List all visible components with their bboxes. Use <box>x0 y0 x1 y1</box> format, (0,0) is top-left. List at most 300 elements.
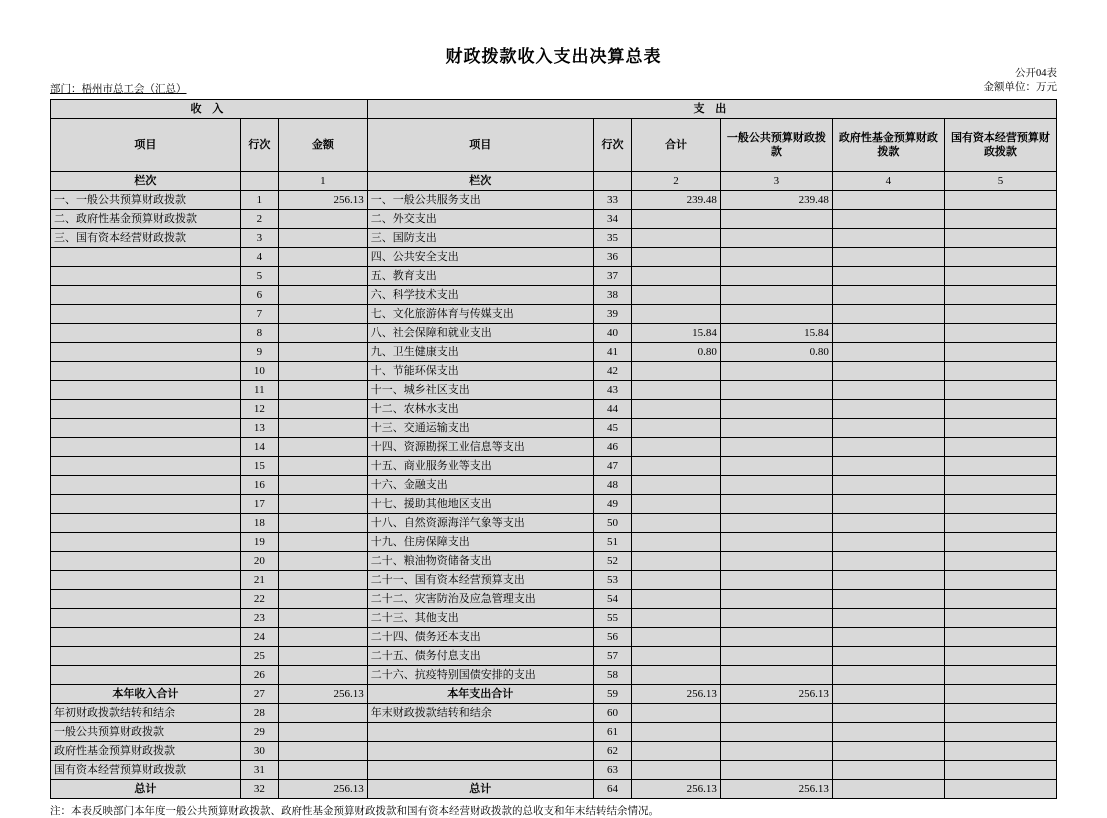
cell-expenditure-total: 0.80 <box>632 343 721 362</box>
cell-expenditure-line: 55 <box>593 609 631 628</box>
cell-income-line: 15 <box>240 457 278 476</box>
cell-expenditure-line: 49 <box>593 495 631 514</box>
cell-income-amount <box>279 286 368 305</box>
column-number-3: 3 <box>720 172 832 191</box>
cell-expenditure-item: 十三、交通运输支出 <box>367 419 593 438</box>
cell-income-line: 12 <box>240 400 278 419</box>
cell-state-capital-budget <box>944 609 1056 628</box>
cell-general-public-budget <box>720 229 832 248</box>
cell-state-capital-budget <box>944 191 1056 210</box>
cell-state-capital-budget <box>944 248 1056 267</box>
cell-expenditure-item <box>367 761 593 780</box>
column-number-2: 2 <box>632 172 721 191</box>
table-row <box>51 552 1057 571</box>
cell-income-amount <box>279 457 368 476</box>
cell-income-amount <box>279 533 368 552</box>
cell-state-capital-budget <box>944 780 1056 799</box>
cell-expenditure-item: 二十二、灾害防治及应急管理支出 <box>367 590 593 609</box>
cell-income-item: 国有资本经营预算财政拨款 <box>51 761 241 780</box>
cell-income-amount: 256.13 <box>279 191 368 210</box>
cell-income-line: 32 <box>240 780 278 799</box>
cell-expenditure-total <box>632 362 721 381</box>
cell-state-capital-budget <box>944 362 1056 381</box>
cell-general-public-budget <box>720 267 832 286</box>
cell-government-fund-budget <box>832 723 944 742</box>
cell-state-capital-budget <box>944 419 1056 438</box>
cell-income-item: 年初财政拨款结转和结余 <box>51 704 241 723</box>
cell-expenditure-line: 61 <box>593 723 631 742</box>
cell-income-amount <box>279 476 368 495</box>
cell-income-amount <box>279 305 368 324</box>
cell-state-capital-budget <box>944 457 1056 476</box>
cell-government-fund-budget <box>832 742 944 761</box>
cell-state-capital-budget <box>944 742 1056 761</box>
cell-expenditure-item: 二、外交支出 <box>367 210 593 229</box>
cell-expenditure-item: 二十四、债务还本支出 <box>367 628 593 647</box>
cell-government-fund-budget <box>832 780 944 799</box>
cell-expenditure-line: 50 <box>593 514 631 533</box>
column-number-expenditure-line <box>593 172 631 191</box>
cell-expenditure-line: 38 <box>593 286 631 305</box>
cell-income-item: 本年收入合计 <box>51 685 241 704</box>
table-column-header-row <box>51 119 1057 172</box>
column-label-expenditure: 栏次 <box>367 172 593 191</box>
cell-income-amount <box>279 571 368 590</box>
cell-income-item <box>51 267 241 286</box>
cell-income-amount <box>279 723 368 742</box>
header-income-line: 行次 <box>240 119 278 172</box>
cell-income-line: 1 <box>240 191 278 210</box>
cell-expenditure-item <box>367 742 593 761</box>
cell-government-fund-budget <box>832 229 944 248</box>
cell-expenditure-total <box>632 457 721 476</box>
cell-government-fund-budget <box>832 647 944 666</box>
table-row <box>51 742 1057 761</box>
cell-state-capital-budget <box>944 495 1056 514</box>
cell-income-line: 5 <box>240 267 278 286</box>
cell-general-public-budget <box>720 210 832 229</box>
group-header-expenditure: 支 出 <box>367 100 1056 119</box>
cell-expenditure-line: 58 <box>593 666 631 685</box>
cell-income-line: 11 <box>240 381 278 400</box>
cell-income-item <box>51 552 241 571</box>
column-number-income-amount: 1 <box>279 172 368 191</box>
cell-expenditure-item: 二十五、债务付息支出 <box>367 647 593 666</box>
table-row <box>51 343 1057 362</box>
cell-expenditure-total <box>632 571 721 590</box>
cell-income-line: 29 <box>240 723 278 742</box>
table-body <box>51 191 1057 799</box>
header-government-fund-budget: 政府性基金预算财政拨款 <box>832 119 944 172</box>
cell-general-public-budget <box>720 381 832 400</box>
cell-income-item: 一般公共预算财政拨款 <box>51 723 241 742</box>
table-row <box>51 723 1057 742</box>
cell-expenditure-line: 56 <box>593 628 631 647</box>
cell-government-fund-budget <box>832 248 944 267</box>
cell-income-amount <box>279 343 368 362</box>
cell-government-fund-budget <box>832 400 944 419</box>
cell-general-public-budget <box>720 476 832 495</box>
cell-state-capital-budget <box>944 704 1056 723</box>
cell-expenditure-item: 十一、城乡社区支出 <box>367 381 593 400</box>
cell-government-fund-budget <box>832 476 944 495</box>
cell-expenditure-item: 十八、自然资源海洋气象等支出 <box>367 514 593 533</box>
cell-government-fund-budget <box>832 685 944 704</box>
table-row <box>51 457 1057 476</box>
cell-income-item <box>51 457 241 476</box>
cell-income-line: 14 <box>240 438 278 457</box>
cell-expenditure-total <box>632 514 721 533</box>
cell-income-item <box>51 533 241 552</box>
cell-general-public-budget: 256.13 <box>720 685 832 704</box>
cell-general-public-budget <box>720 628 832 647</box>
cell-state-capital-budget <box>944 647 1056 666</box>
table-row <box>51 666 1057 685</box>
cell-state-capital-budget <box>944 229 1056 248</box>
cell-expenditure-item: 三、国防支出 <box>367 229 593 248</box>
table-row <box>51 210 1057 229</box>
cell-government-fund-budget <box>832 305 944 324</box>
cell-expenditure-line: 34 <box>593 210 631 229</box>
cell-general-public-budget: 239.48 <box>720 191 832 210</box>
cell-income-item <box>51 609 241 628</box>
cell-expenditure-item: 十二、农林水支出 <box>367 400 593 419</box>
cell-expenditure-total <box>632 210 721 229</box>
table-row <box>51 609 1057 628</box>
amount-unit: 金额单位：万元 <box>983 82 1057 93</box>
cell-income-item: 三、国有资本经营财政拨款 <box>51 229 241 248</box>
cell-income-item <box>51 400 241 419</box>
cell-income-amount <box>279 609 368 628</box>
cell-income-amount <box>279 324 368 343</box>
cell-income-item <box>51 381 241 400</box>
cell-expenditure-total <box>632 704 721 723</box>
header-income-amount: 金额 <box>279 119 368 172</box>
cell-expenditure-total <box>632 647 721 666</box>
column-label-income: 栏次 <box>51 172 241 191</box>
cell-state-capital-budget <box>944 343 1056 362</box>
header-expenditure-item: 项目 <box>367 119 593 172</box>
cell-income-amount <box>279 362 368 381</box>
table-row <box>51 533 1057 552</box>
cell-general-public-budget <box>720 495 832 514</box>
cell-government-fund-budget <box>832 343 944 362</box>
cell-expenditure-line: 41 <box>593 343 631 362</box>
cell-expenditure-line: 64 <box>593 780 631 799</box>
cell-income-amount <box>279 514 368 533</box>
table-row <box>51 419 1057 438</box>
column-number-4: 4 <box>832 172 944 191</box>
cell-state-capital-budget <box>944 286 1056 305</box>
table-group-header-row <box>51 100 1057 119</box>
header-income-item: 项目 <box>51 119 241 172</box>
cell-expenditure-item: 年末财政拨款结转和结余 <box>367 704 593 723</box>
cell-income-amount <box>279 267 368 286</box>
cell-income-line: 4 <box>240 248 278 267</box>
cell-income-amount <box>279 248 368 267</box>
cell-expenditure-line: 57 <box>593 647 631 666</box>
cell-expenditure-line: 43 <box>593 381 631 400</box>
table-row <box>51 647 1057 666</box>
cell-state-capital-budget <box>944 723 1056 742</box>
cell-expenditure-total <box>632 286 721 305</box>
cell-expenditure-item: 二十、粮油物资储备支出 <box>367 552 593 571</box>
cell-government-fund-budget <box>832 571 944 590</box>
cell-general-public-budget <box>720 248 832 267</box>
cell-income-item <box>51 495 241 514</box>
cell-income-line: 22 <box>240 590 278 609</box>
cell-income-line: 10 <box>240 362 278 381</box>
cell-general-public-budget <box>720 742 832 761</box>
cell-income-item <box>51 305 241 324</box>
cell-government-fund-budget <box>832 362 944 381</box>
cell-income-line: 7 <box>240 305 278 324</box>
cell-general-public-budget <box>720 723 832 742</box>
cell-expenditure-total <box>632 305 721 324</box>
cell-expenditure-item: 六、科学技术支出 <box>367 286 593 305</box>
cell-income-amount <box>279 438 368 457</box>
cell-expenditure-total <box>632 248 721 267</box>
page-title: 财政拨款收入支出决算总表 <box>445 47 662 66</box>
cell-income-amount <box>279 761 368 780</box>
cell-general-public-budget <box>720 761 832 780</box>
cell-income-item <box>51 666 241 685</box>
cell-state-capital-budget <box>944 210 1056 229</box>
cell-general-public-budget <box>720 400 832 419</box>
cell-expenditure-item: 八、社会保障和就业支出 <box>367 324 593 343</box>
cell-state-capital-budget <box>944 590 1056 609</box>
cell-income-item <box>51 248 241 267</box>
table-row <box>51 628 1057 647</box>
cell-general-public-budget: 256.13 <box>720 780 832 799</box>
cell-income-line: 28 <box>240 704 278 723</box>
cell-income-line: 20 <box>240 552 278 571</box>
cell-general-public-budget <box>720 438 832 457</box>
cell-government-fund-budget <box>832 628 944 647</box>
cell-expenditure-total <box>632 742 721 761</box>
cell-expenditure-line: 46 <box>593 438 631 457</box>
cell-expenditure-line: 48 <box>593 476 631 495</box>
table-row <box>51 571 1057 590</box>
cell-state-capital-budget <box>944 514 1056 533</box>
cell-general-public-budget: 15.84 <box>720 324 832 343</box>
cell-expenditure-line: 47 <box>593 457 631 476</box>
cell-expenditure-total <box>632 533 721 552</box>
cell-expenditure-line: 52 <box>593 552 631 571</box>
cell-income-item <box>51 419 241 438</box>
table-row <box>51 476 1057 495</box>
cell-income-amount: 256.13 <box>279 780 368 799</box>
cell-expenditure-line: 60 <box>593 704 631 723</box>
cell-income-item: 政府性基金预算财政拨款 <box>51 742 241 761</box>
cell-income-amount <box>279 742 368 761</box>
cell-income-item <box>51 514 241 533</box>
cell-income-amount <box>279 495 368 514</box>
cell-income-amount <box>279 210 368 229</box>
cell-expenditure-item: 一、一般公共服务支出 <box>367 191 593 210</box>
cell-expenditure-line: 39 <box>593 305 631 324</box>
cell-state-capital-budget <box>944 571 1056 590</box>
cell-state-capital-budget <box>944 267 1056 286</box>
cell-income-item <box>51 438 241 457</box>
cell-general-public-budget <box>720 514 832 533</box>
cell-government-fund-budget <box>832 267 944 286</box>
cell-expenditure-line: 36 <box>593 248 631 267</box>
table-row <box>51 286 1057 305</box>
cell-expenditure-total <box>632 438 721 457</box>
cell-income-amount <box>279 381 368 400</box>
cell-income-line: 8 <box>240 324 278 343</box>
cell-expenditure-item: 二十三、其他支出 <box>367 609 593 628</box>
cell-income-line: 2 <box>240 210 278 229</box>
cell-expenditure-line: 54 <box>593 590 631 609</box>
table-row <box>51 780 1057 799</box>
cell-income-line: 30 <box>240 742 278 761</box>
table-row <box>51 229 1057 248</box>
cell-expenditure-line: 33 <box>593 191 631 210</box>
cell-expenditure-line: 63 <box>593 761 631 780</box>
form-code: 公开04表 <box>1015 68 1057 79</box>
cell-general-public-budget <box>720 552 832 571</box>
cell-general-public-budget <box>720 571 832 590</box>
table-row <box>51 324 1057 343</box>
cell-state-capital-budget <box>944 685 1056 704</box>
cell-government-fund-budget <box>832 666 944 685</box>
cell-expenditure-total <box>632 476 721 495</box>
cell-general-public-budget <box>720 419 832 438</box>
cell-expenditure-line: 40 <box>593 324 631 343</box>
cell-expenditure-line: 51 <box>593 533 631 552</box>
cell-expenditure-item: 二十六、抗疫特别国债安排的支出 <box>367 666 593 685</box>
cell-expenditure-item <box>367 723 593 742</box>
budget-table <box>50 99 1057 799</box>
cell-income-item <box>51 324 241 343</box>
cell-expenditure-line: 44 <box>593 400 631 419</box>
cell-government-fund-budget <box>832 704 944 723</box>
cell-expenditure-total: 256.13 <box>632 685 721 704</box>
cell-general-public-budget <box>720 457 832 476</box>
cell-income-item <box>51 647 241 666</box>
cell-income-item: 二、政府性基金预算财政拨款 <box>51 210 241 229</box>
cell-general-public-budget <box>720 666 832 685</box>
cell-income-line: 16 <box>240 476 278 495</box>
cell-income-amount: 256.13 <box>279 685 368 704</box>
cell-income-amount <box>279 419 368 438</box>
table-row <box>51 191 1057 210</box>
cell-expenditure-total <box>632 267 721 286</box>
cell-expenditure-total <box>632 590 721 609</box>
cell-expenditure-total <box>632 666 721 685</box>
cell-government-fund-budget <box>832 419 944 438</box>
cell-income-item <box>51 343 241 362</box>
column-number-5: 5 <box>944 172 1056 191</box>
cell-expenditure-line: 53 <box>593 571 631 590</box>
cell-government-fund-budget <box>832 191 944 210</box>
cell-expenditure-item: 十、节能环保支出 <box>367 362 593 381</box>
cell-income-amount <box>279 400 368 419</box>
cell-government-fund-budget <box>832 609 944 628</box>
header-state-capital-budget: 国有资本经营预算财政拨款 <box>944 119 1056 172</box>
cell-government-fund-budget <box>832 514 944 533</box>
header-expenditure-total: 合计 <box>632 119 721 172</box>
cell-income-line: 23 <box>240 609 278 628</box>
cell-state-capital-budget <box>944 533 1056 552</box>
cell-government-fund-budget <box>832 533 944 552</box>
cell-income-item <box>51 476 241 495</box>
cell-state-capital-budget <box>944 476 1056 495</box>
cell-state-capital-budget <box>944 761 1056 780</box>
cell-income-item <box>51 362 241 381</box>
table-row <box>51 514 1057 533</box>
cell-expenditure-total <box>632 628 721 647</box>
cell-state-capital-budget <box>944 438 1056 457</box>
cell-expenditure-line: 59 <box>593 685 631 704</box>
cell-general-public-budget <box>720 533 832 552</box>
cell-state-capital-budget <box>944 324 1056 343</box>
cell-income-amount <box>279 704 368 723</box>
cell-expenditure-total <box>632 761 721 780</box>
cell-income-item <box>51 590 241 609</box>
cell-income-line: 17 <box>240 495 278 514</box>
cell-expenditure-line: 42 <box>593 362 631 381</box>
table-row <box>51 704 1057 723</box>
table-column-number-row <box>51 172 1057 191</box>
cell-expenditure-line: 37 <box>593 267 631 286</box>
group-header-income: 收 入 <box>51 100 368 119</box>
cell-government-fund-budget <box>832 286 944 305</box>
cell-state-capital-budget <box>944 305 1056 324</box>
cell-expenditure-total <box>632 495 721 514</box>
table-row <box>51 248 1057 267</box>
cell-state-capital-budget <box>944 381 1056 400</box>
header-general-public-budget: 一般公共预算财政拨款 <box>720 119 832 172</box>
table-row <box>51 381 1057 400</box>
cell-income-amount <box>279 628 368 647</box>
cell-expenditure-total <box>632 229 721 248</box>
cell-expenditure-total: 239.48 <box>632 191 721 210</box>
cell-income-amount <box>279 647 368 666</box>
cell-expenditure-item: 七、文化旅游体育与传媒支出 <box>367 305 593 324</box>
cell-expenditure-line: 45 <box>593 419 631 438</box>
table-row <box>51 761 1057 780</box>
table-row <box>51 438 1057 457</box>
cell-general-public-budget: 0.80 <box>720 343 832 362</box>
cell-general-public-budget <box>720 362 832 381</box>
cell-expenditure-item: 十五、商业服务业等支出 <box>367 457 593 476</box>
cell-income-item: 总计 <box>51 780 241 799</box>
cell-income-line: 31 <box>240 761 278 780</box>
cell-income-line: 9 <box>240 343 278 362</box>
cell-income-amount <box>279 590 368 609</box>
column-number-income-line <box>240 172 278 191</box>
table-row <box>51 495 1057 514</box>
cell-expenditure-item: 四、公共安全支出 <box>367 248 593 267</box>
document-meta <box>50 67 1057 99</box>
cell-expenditure-total <box>632 400 721 419</box>
table-row <box>51 305 1057 324</box>
cell-general-public-budget <box>720 704 832 723</box>
cell-government-fund-budget <box>832 590 944 609</box>
cell-expenditure-item: 五、教育支出 <box>367 267 593 286</box>
cell-government-fund-budget <box>832 381 944 400</box>
cell-government-fund-budget <box>832 761 944 780</box>
cell-government-fund-budget <box>832 552 944 571</box>
meta-right-block <box>984 67 1058 95</box>
cell-income-line: 24 <box>240 628 278 647</box>
table-row <box>51 267 1057 286</box>
cell-income-line: 26 <box>240 666 278 685</box>
cell-income-line: 19 <box>240 533 278 552</box>
